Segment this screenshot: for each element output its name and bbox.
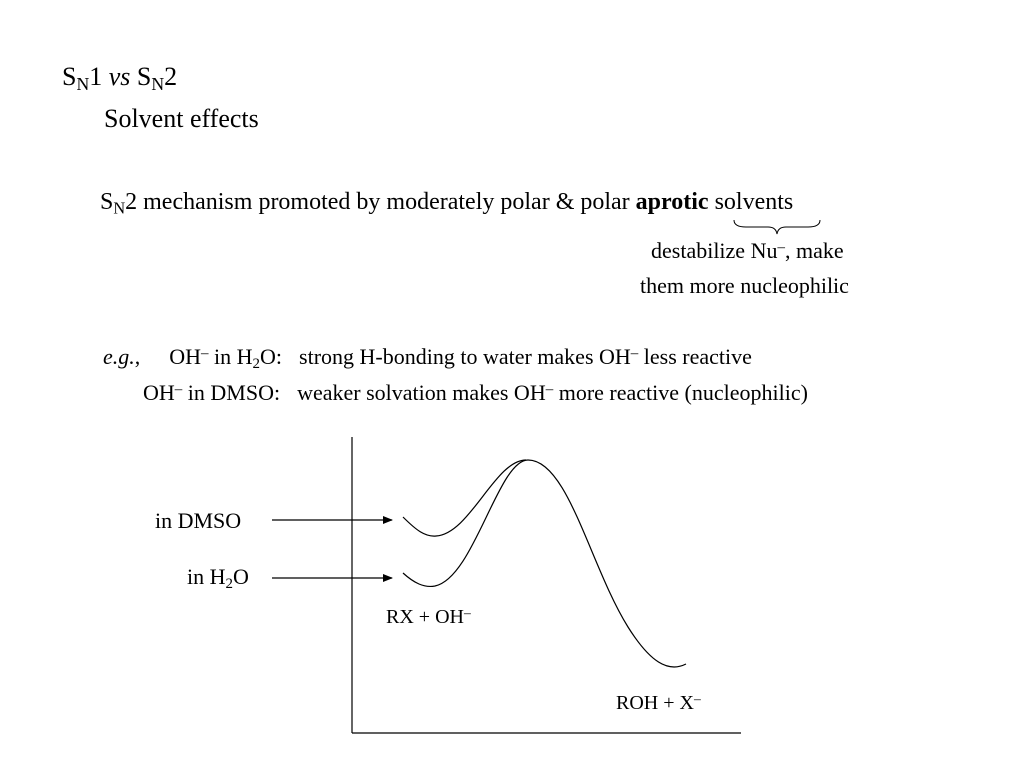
dmso-energy-curve bbox=[403, 460, 526, 536]
aprotic-emphasis: aprotic bbox=[635, 189, 709, 215]
label-reactants: RX + OH– bbox=[386, 604, 471, 628]
label-products: ROH + X– bbox=[616, 690, 701, 714]
brace-note-line2: them more nucleophilic bbox=[640, 273, 849, 298]
page-title: $S_N1$ vs $S_N2$ bbox=[62, 62, 178, 94]
label-in-water: in $H_2O$ bbox=[187, 564, 249, 593]
water-energy-curve bbox=[403, 460, 686, 667]
example-water: e.g., OH– in $H_2O$: strong H-bonding to water makes OH– less reactive bbox=[103, 344, 752, 373]
label-in-dmso: in DMSO bbox=[155, 508, 242, 533]
mechanism-statement: $S_N2$ mechanism promoted by moderately polar & polar aprotic solvents bbox=[100, 189, 794, 218]
underbrace bbox=[734, 220, 820, 234]
brace-note-line1: destabilize Nu–, make bbox=[651, 238, 844, 263]
page-subtitle: Solvent effects bbox=[104, 104, 259, 133]
example-dmso: OH– in DMSO: weaker solvation makes OH– more reactive (nucleophilic) bbox=[143, 380, 808, 405]
